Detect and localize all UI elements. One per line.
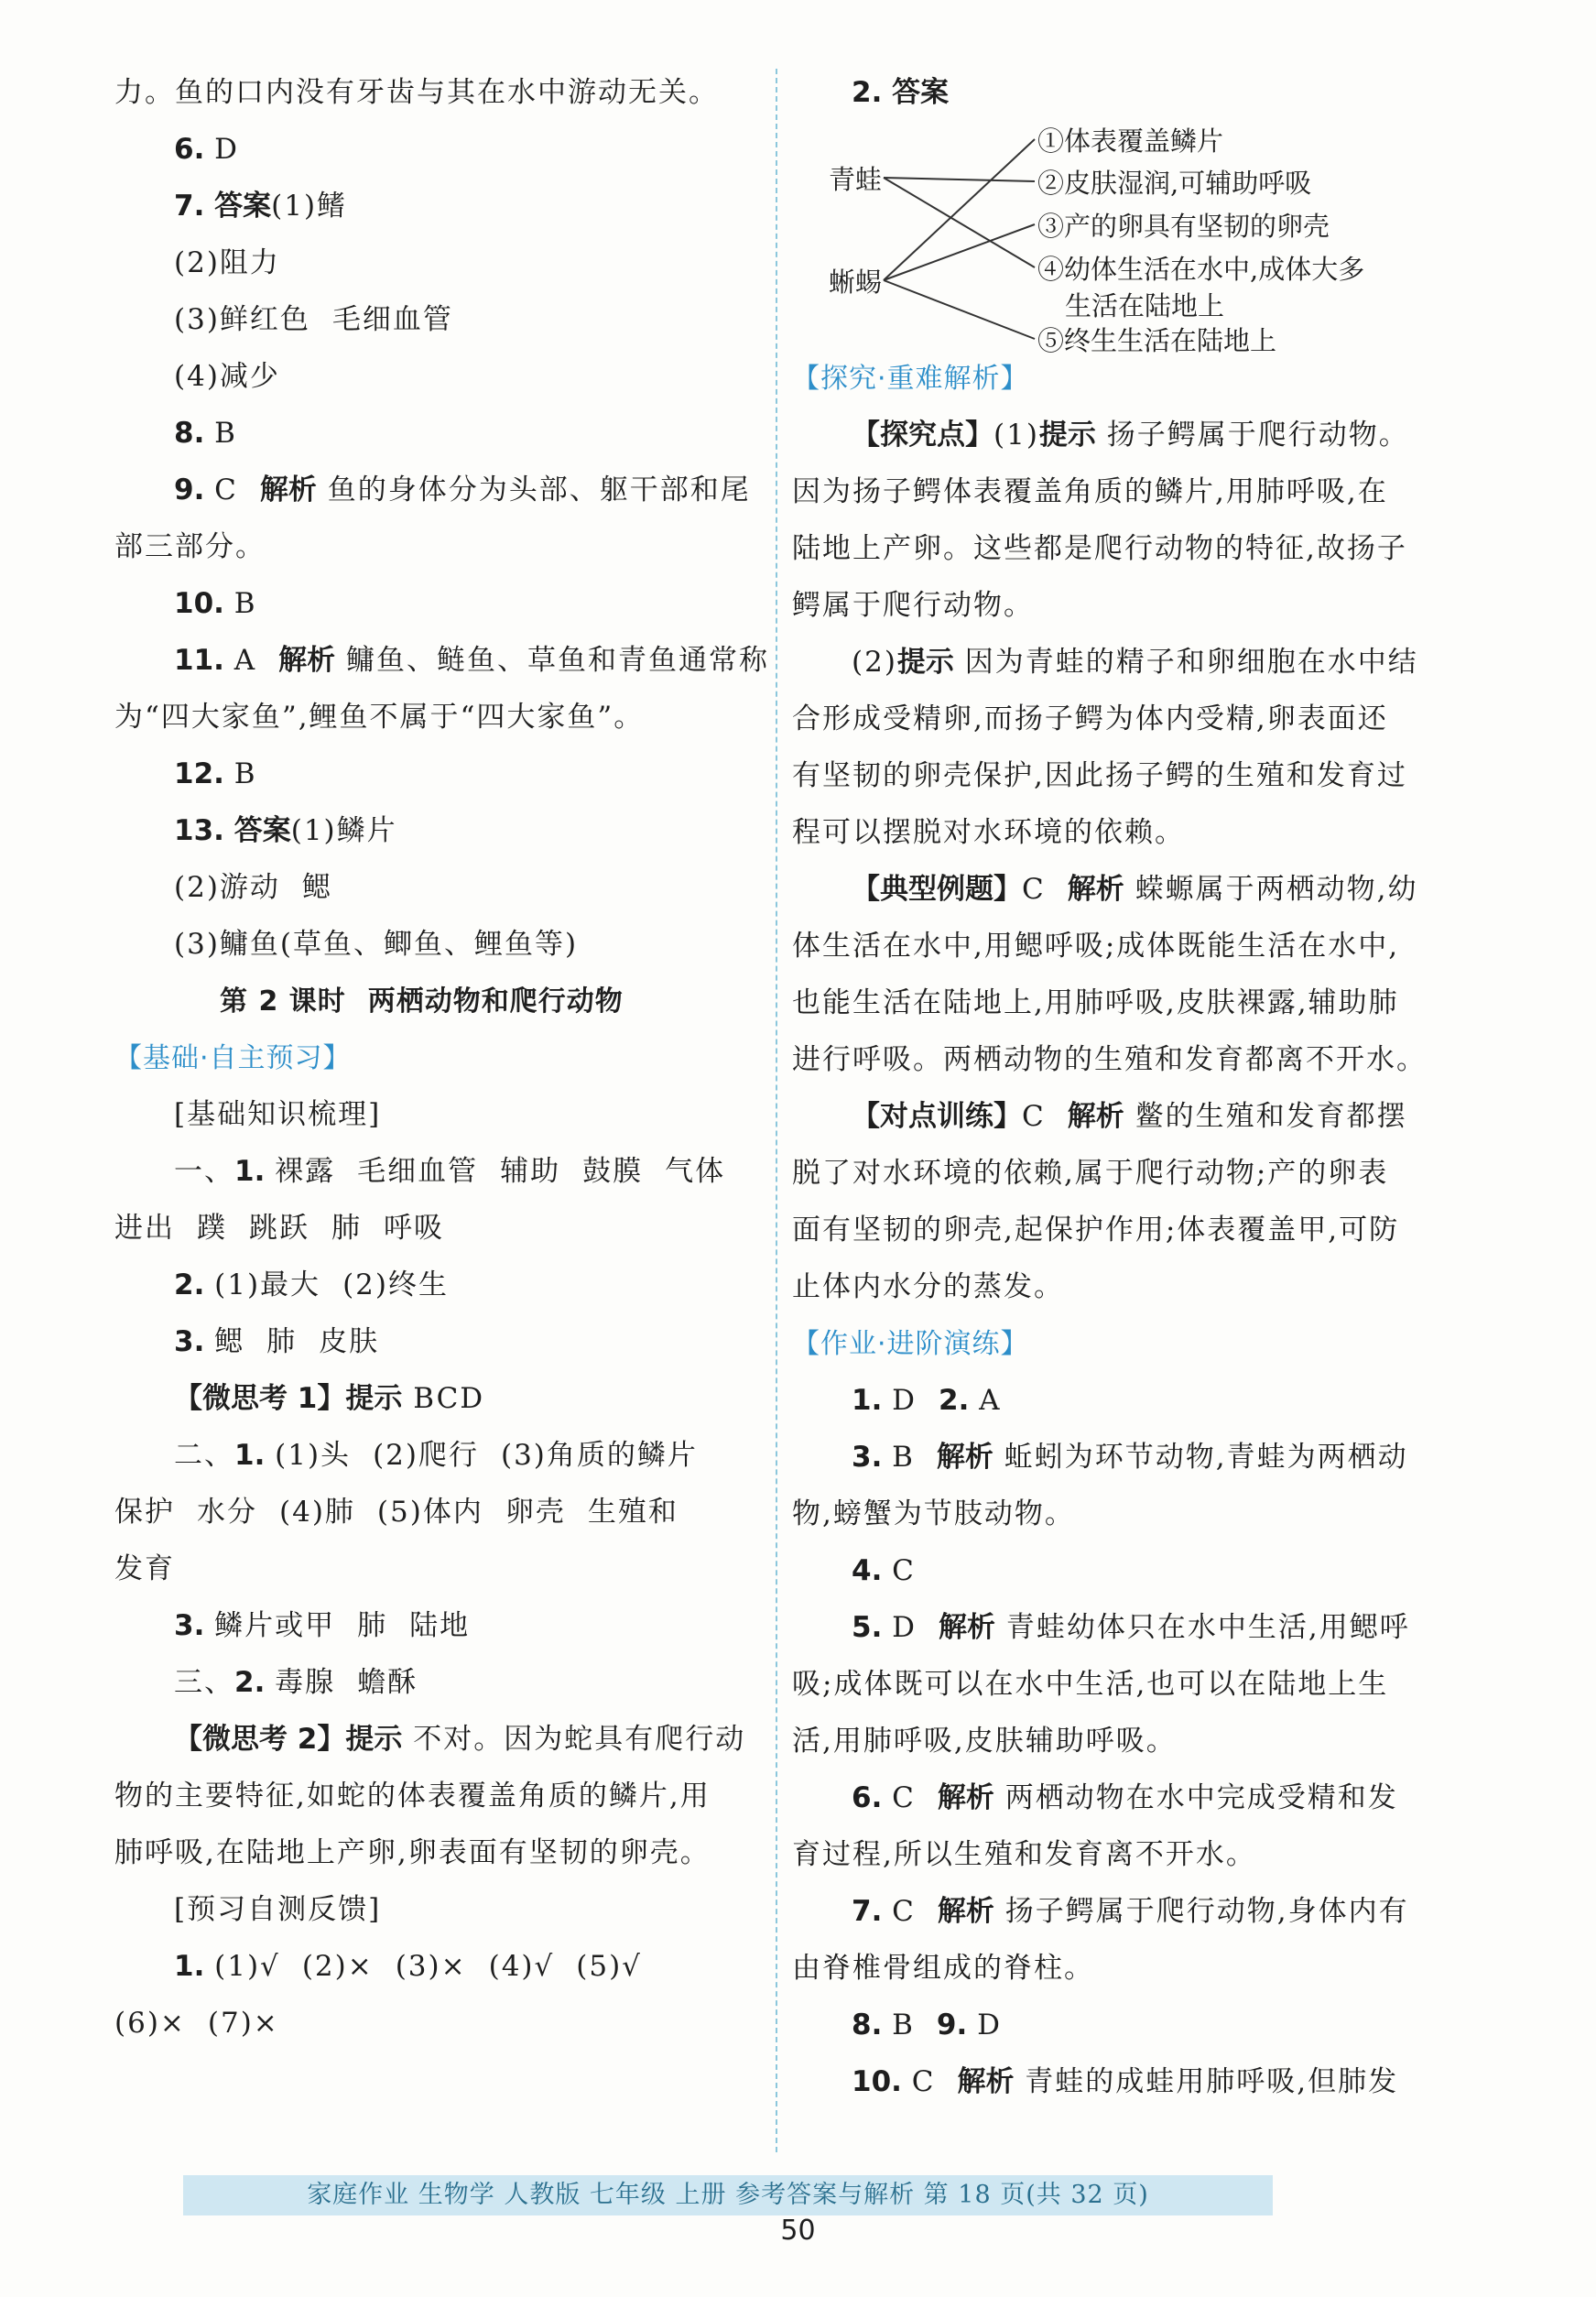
line-text: 陆地 xyxy=(409,1609,471,1642)
line-text: (4)肺 xyxy=(279,1496,355,1529)
line-text: B xyxy=(214,417,237,450)
line-text: (4)√ xyxy=(488,1950,555,1983)
bold-label: 2. 答案 xyxy=(852,76,950,109)
animal-label-frog: 青蛙 xyxy=(829,164,883,195)
line-text: 进出 xyxy=(114,1212,175,1245)
text-line xyxy=(792,350,1442,407)
text-line xyxy=(114,916,765,973)
trait-1: ①体表覆盖鳞片 xyxy=(1037,125,1224,157)
text-line xyxy=(114,178,765,234)
line-text: (2)终生 xyxy=(342,1268,449,1301)
line-text: 毛细血管 xyxy=(331,303,453,336)
line-text: [预习自测反馈] xyxy=(174,1893,382,1926)
line-text: B xyxy=(233,587,257,620)
bold-label: 7. xyxy=(852,1895,893,1928)
line-text: (1)√ xyxy=(214,1950,280,1983)
bold-label: 3. xyxy=(852,1441,893,1474)
text-line xyxy=(792,1997,1442,2053)
line-text: C xyxy=(892,1781,916,1814)
line-text: (5)√ xyxy=(576,1950,642,1983)
bold-label: 1. xyxy=(852,1384,893,1417)
right-column xyxy=(792,64,1442,2110)
line-text: 蝾螈属于两栖动物,幼 xyxy=(1124,873,1418,906)
bold-label: 解析 xyxy=(1067,1100,1124,1133)
text-line xyxy=(792,463,1442,520)
text-line xyxy=(792,1315,1442,1372)
line-text: 青蛙幼体只在水中生活,用鳃呼 xyxy=(995,1611,1410,1644)
bold-label: 解析 xyxy=(278,644,336,677)
text-line xyxy=(114,234,765,291)
bold-label: 解析 xyxy=(939,1611,995,1644)
line-text: 保护 xyxy=(114,1496,175,1529)
bold-label: 7. 答案 xyxy=(174,190,272,223)
bold-label: 2. xyxy=(939,1384,980,1417)
bold-label: 6. xyxy=(174,133,215,166)
text-line xyxy=(114,1029,765,1086)
line-text: 部三部分。 xyxy=(114,530,266,563)
line-text: 扬子鳄属于爬行动物。 xyxy=(1095,419,1409,452)
line-text: 由脊椎骨组成的脊柱。 xyxy=(792,1952,1094,1985)
line-text: 毛细血管 xyxy=(357,1155,479,1188)
line-text: C xyxy=(214,474,238,506)
text-line xyxy=(114,1086,765,1143)
bold-label: 4. xyxy=(852,1554,893,1587)
text-line xyxy=(792,1769,1442,1826)
text-line xyxy=(792,520,1442,577)
line-text: 鳃 xyxy=(214,1325,245,1358)
text-line xyxy=(114,1370,765,1427)
line-text: 鳙鱼、鲢鱼、草鱼和青鱼通常称 xyxy=(335,644,769,677)
line-text: 跳跃 xyxy=(249,1212,309,1245)
text-line xyxy=(792,804,1442,861)
line-text: 一、 xyxy=(174,1155,234,1188)
lesson-title: 第 2 课时 xyxy=(220,985,346,1018)
bold-label: 2. xyxy=(174,1268,215,1301)
animal-label-lizard: 蜥蜴 xyxy=(829,267,883,298)
bold-label: 2. xyxy=(234,1666,276,1699)
bold-label: 10. xyxy=(174,587,234,620)
bold-label: 提示 xyxy=(896,646,954,679)
text-line xyxy=(792,861,1442,918)
line-text: 两栖动物在水中完成受精和发 xyxy=(993,1781,1398,1814)
text-line xyxy=(792,1826,1442,1883)
line-text: (5)体内 xyxy=(376,1496,483,1529)
text-line xyxy=(114,1313,765,1370)
text-line xyxy=(114,518,765,575)
line-text: 辅助 xyxy=(500,1155,561,1188)
text-line xyxy=(114,1711,765,1768)
text-line xyxy=(792,1145,1442,1202)
bold-label: 【探究点】 xyxy=(852,419,993,452)
text-line xyxy=(792,1429,1442,1486)
line-text: 陆地上产卵。这些都是爬行动物的特征,故扬子 xyxy=(792,532,1407,565)
bold-label: 【微思考 2】提示 xyxy=(174,1723,403,1756)
text-line xyxy=(114,632,769,689)
text-line xyxy=(114,575,765,632)
line-text: 卵壳 xyxy=(505,1496,566,1529)
line-text: 吸;成体既可以在水中生活,也可以在陆地上生 xyxy=(792,1668,1389,1701)
text-line xyxy=(792,64,1442,121)
line-text: 鳞片或甲 xyxy=(214,1609,336,1642)
text-line xyxy=(114,1484,765,1540)
line-text: 程可以摆脱对水环境的依赖。 xyxy=(792,816,1185,849)
line-text: 有坚韧的卵壳保护,因此扬子鳄的生殖和发育过 xyxy=(792,759,1407,792)
line-text: (6)× xyxy=(114,2007,186,2040)
line-text: 鳄属于爬行动物。 xyxy=(792,589,1034,622)
line-text: (2)游动 xyxy=(174,871,280,904)
text-line xyxy=(114,1824,765,1881)
trait-4-cont: 生活在陆地上 xyxy=(1065,290,1225,321)
line-text: B xyxy=(892,2009,915,2041)
bold-label: 8. xyxy=(852,2009,893,2041)
line-text: 肺 xyxy=(357,1609,388,1642)
text-line xyxy=(792,1372,1442,1429)
text-line xyxy=(792,577,1442,634)
line-text: C xyxy=(892,1554,916,1587)
line-text: 活,用肺呼吸,皮肤辅助呼吸。 xyxy=(792,1725,1177,1758)
bold-label: 解析 xyxy=(937,1781,994,1814)
text-line xyxy=(114,973,765,1029)
text-line xyxy=(114,1597,765,1654)
text-line xyxy=(792,1542,1442,1599)
bold-label: 1. xyxy=(234,1439,276,1472)
page-footer: 家庭作业 生物学 人教版 七年级 上册 参考答案与解析 第 18 页(共 32 页) xyxy=(183,2175,1273,2215)
line-text: 蟾酥 xyxy=(357,1666,418,1699)
line-text: 肺 xyxy=(266,1325,298,1358)
line-text: (2) xyxy=(852,646,897,679)
line-text: D xyxy=(892,1384,917,1417)
line-text: 物的主要特征,如蛇的体表覆盖角质的鳞片,用 xyxy=(114,1780,711,1813)
line-text: (3)鳙鱼(草鱼、鲫鱼、鲤鱼等) xyxy=(174,928,579,961)
trait-3: ③产的卵具有坚韧的卵壳 xyxy=(1037,211,1330,242)
bold-label: 3. xyxy=(174,1609,215,1642)
line-text: 止体内水分的蒸发。 xyxy=(792,1270,1064,1303)
line-text: 力。鱼的口内没有牙齿与其在水中游动无关。 xyxy=(114,76,719,109)
text-line xyxy=(792,1883,1442,1940)
line-text: D xyxy=(977,2009,1002,2041)
line-text: A xyxy=(979,1384,1002,1417)
line-text: 蹼 xyxy=(197,1212,227,1245)
line-text: C xyxy=(1022,1100,1046,1133)
line-text: (4)减少 xyxy=(174,360,280,393)
line-text: 因为青蛙的精子和卵细胞在水中结 xyxy=(953,646,1418,679)
section-heading: 【探究·重难解析】 xyxy=(792,363,1029,395)
section-heading: 【基础·自主预习】 xyxy=(114,1042,352,1074)
match-line xyxy=(884,178,1035,181)
line-text: 水分 xyxy=(197,1496,257,1529)
bold-label: 解析 xyxy=(936,1441,993,1474)
text-line xyxy=(114,462,765,518)
line-text: 气体 xyxy=(665,1155,726,1188)
text-line xyxy=(114,1654,765,1711)
line-text: 鳖的生殖和发育都摆 xyxy=(1124,1100,1407,1133)
text-line xyxy=(114,1143,765,1200)
line-text: 裸露 xyxy=(275,1155,336,1188)
trait-2: ②皮肤湿润,可辅助呼吸 xyxy=(1037,168,1312,199)
text-line xyxy=(114,348,765,405)
line-text: 扬子鳄属于爬行动物,身体内有 xyxy=(993,1895,1409,1928)
lesson-title: 两栖动物和爬行动物 xyxy=(367,985,624,1018)
line-text: 蚯蚓为环节动物,青蛙为两栖动 xyxy=(993,1441,1408,1474)
bold-label: 解析 xyxy=(1067,873,1124,906)
line-text: (1)鳞片 xyxy=(290,814,397,847)
line-text: 发育 xyxy=(114,1552,175,1585)
line-text: D xyxy=(214,133,239,166)
text-line xyxy=(114,1938,765,1995)
text-line xyxy=(114,859,765,916)
line-text: 不对。因为蛇具有爬行动 xyxy=(402,1723,746,1756)
bold-label: 9. xyxy=(936,2009,978,2041)
text-line xyxy=(114,64,765,121)
line-text: 鳃 xyxy=(301,871,332,904)
bold-label: 5. xyxy=(852,1611,893,1644)
bold-label: 【对点训练】 xyxy=(852,1100,1022,1133)
line-text: 皮肤 xyxy=(319,1325,380,1358)
line-text: (2)× xyxy=(301,1950,374,1983)
column-divider xyxy=(776,69,777,2152)
text-line xyxy=(792,1258,1442,1315)
bold-label: 9. xyxy=(174,474,215,506)
text-line xyxy=(114,291,765,348)
line-text: 物,螃蟹为节肢动物。 xyxy=(792,1497,1075,1530)
bold-label: 【微思考 1】提示 xyxy=(174,1382,403,1415)
text-line xyxy=(792,634,1442,691)
text-line xyxy=(114,1427,765,1484)
match-line xyxy=(884,139,1035,280)
bold-label: 【典型例题】 xyxy=(852,873,1022,906)
text-line xyxy=(114,1257,765,1313)
line-text: 也能生活在陆地上,用肺呼吸,皮肤裸露,辅助肺 xyxy=(792,986,1399,1019)
line-text: 肺 xyxy=(331,1212,362,1245)
line-text: C xyxy=(892,1895,916,1928)
match-line xyxy=(884,280,1035,339)
line-text: A xyxy=(233,644,257,677)
line-text: BCD xyxy=(402,1382,485,1415)
line-text: 鼓膜 xyxy=(582,1155,644,1188)
text-line xyxy=(114,746,765,802)
line-text: 合形成受精卵,而扬子鳄为体内受精,卵表面还 xyxy=(792,702,1388,735)
text-line xyxy=(792,1656,1442,1713)
text-line xyxy=(114,689,765,746)
line-text: 体生活在水中,用鳃呼吸;成体既能生活在水中, xyxy=(792,930,1400,963)
bold-label: 3. xyxy=(174,1325,215,1358)
line-text: 鱼的身体分为头部、躯干部和尾 xyxy=(316,474,751,506)
text-line xyxy=(792,691,1442,747)
match-line xyxy=(884,224,1035,280)
line-text: (1)头 xyxy=(275,1439,352,1472)
line-text: (2)阻力 xyxy=(174,246,280,279)
text-line xyxy=(114,802,765,859)
line-text: (1) xyxy=(993,419,1039,452)
line-text: 育过程,所以生殖和发育离不开水。 xyxy=(792,1838,1256,1871)
line-text: (1)最大 xyxy=(214,1268,321,1301)
line-text: 为“四大家鱼”,鲤鱼不属于“四大家鱼”。 xyxy=(114,701,645,734)
line-text: 三、 xyxy=(174,1666,234,1699)
trait-4: ④幼体生活在水中,成体大多 xyxy=(1037,254,1365,285)
text-line xyxy=(792,1599,1442,1656)
line-text: D xyxy=(892,1611,917,1644)
bold-label: 解析 xyxy=(957,2065,1015,2098)
text-line xyxy=(792,1486,1442,1542)
text-line xyxy=(792,974,1442,1031)
bold-label: 10. xyxy=(852,2065,912,2098)
line-text: 肺呼吸,在陆地上产卵,卵表面有坚韧的卵壳。 xyxy=(114,1836,711,1869)
section-heading: 【作业·进阶演练】 xyxy=(792,1328,1029,1360)
bold-label: 解析 xyxy=(937,1895,994,1928)
bold-label: 1. xyxy=(234,1155,276,1188)
text-line xyxy=(114,121,765,178)
line-text: 二、 xyxy=(174,1439,234,1472)
bold-label: 解析 xyxy=(259,474,317,506)
text-line xyxy=(792,407,1442,463)
text-line xyxy=(792,1713,1442,1769)
bold-label: 11. xyxy=(174,644,234,677)
line-text: 进行呼吸。两栖动物的生殖和发育都离不开水。 xyxy=(792,1043,1427,1076)
line-text: B xyxy=(892,1441,915,1474)
text-line xyxy=(792,747,1442,804)
text-line xyxy=(114,1881,765,1938)
line-text: (1)鳍 xyxy=(271,190,348,223)
line-text: 面有坚韧的卵壳,起保护作用;体表覆盖甲,可防 xyxy=(792,1214,1400,1246)
text-line xyxy=(114,1540,765,1597)
text-line xyxy=(114,405,765,462)
match-line xyxy=(884,178,1035,267)
line-text: (3)角质的鳞片 xyxy=(500,1439,698,1472)
line-text: B xyxy=(233,757,257,790)
line-text: 因为扬子鳄体表覆盖角质的鳞片,用肺呼吸,在 xyxy=(792,475,1388,508)
text-line xyxy=(792,1088,1442,1145)
text-line xyxy=(114,1768,765,1824)
text-line xyxy=(792,1202,1442,1258)
matching-diagram xyxy=(792,121,1442,356)
trait-5: ⑤终生生活在陆地上 xyxy=(1037,325,1277,356)
bold-label: 6. xyxy=(852,1781,893,1814)
line-text: 生殖和 xyxy=(587,1496,679,1529)
bold-label: 12. xyxy=(174,757,234,790)
left-column xyxy=(114,64,769,2052)
line-text: (3)× xyxy=(395,1950,467,1983)
text-line xyxy=(792,1031,1442,1088)
text-line xyxy=(114,1200,765,1257)
line-text: C xyxy=(911,2065,936,2098)
line-text: (2)爬行 xyxy=(373,1439,479,1472)
text-line xyxy=(792,918,1442,974)
line-text: 青蛙的成蛙用肺呼吸,但肺发 xyxy=(1014,2065,1399,2098)
text-line xyxy=(114,1995,765,2052)
line-text: 脱了对水环境的依赖,属于爬行动物;产的卵表 xyxy=(792,1157,1389,1190)
text-line xyxy=(792,2053,1442,2110)
bold-label: 13. 答案 xyxy=(174,814,291,847)
line-text: 毒腺 xyxy=(275,1666,336,1699)
bold-label: 8. xyxy=(174,417,215,450)
line-text: (3)鲜红色 xyxy=(174,303,310,336)
line-text: (7)× xyxy=(207,2007,279,2040)
line-text: C xyxy=(1022,873,1046,906)
line-text: [基础知识梳理] xyxy=(174,1098,382,1131)
line-text: 呼吸 xyxy=(384,1212,444,1245)
bold-label: 1. xyxy=(174,1950,215,1983)
text-line xyxy=(792,1940,1442,1997)
bold-label: 提示 xyxy=(1038,419,1096,452)
page-number: 50 xyxy=(780,2215,816,2247)
